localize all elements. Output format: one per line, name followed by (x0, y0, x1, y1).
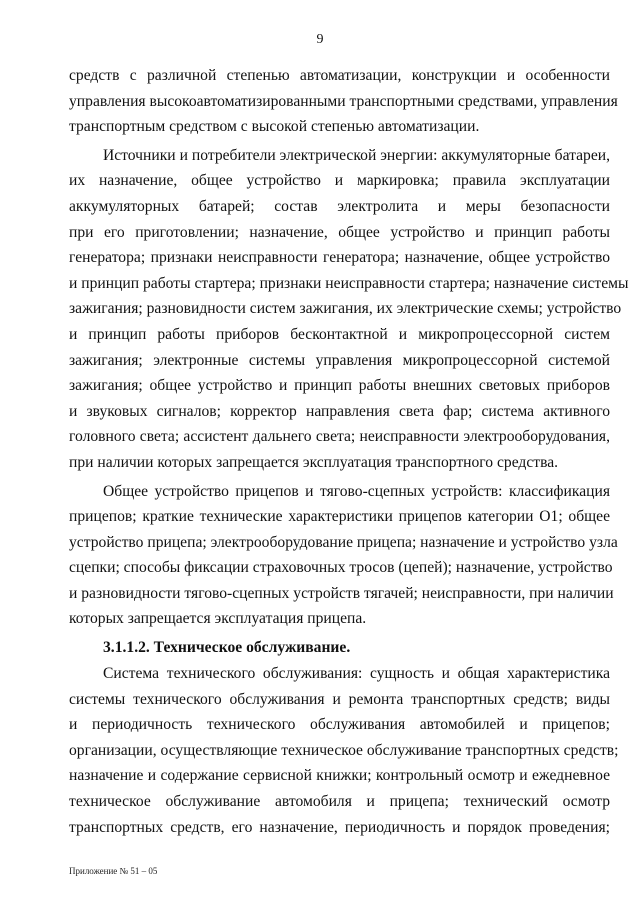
text-line: управления высокоавтоматизированными транспортными средствами, управления (69, 92, 618, 110)
document-body (69, 63, 629, 843)
text-line: назначение и содержание сервисной книжки; контрольный осмотр и ежедневное (69, 767, 610, 785)
final-paragraph (69, 661, 619, 840)
text-line: при его приготовлении; назначение, общее устройство и принцип работы (69, 223, 610, 241)
text-line: Система технического обслуживания: сущность и общая характеристика (103, 665, 610, 683)
text-line: организации, осуществляющие техническое обслуживание транспортных средств; (69, 741, 619, 759)
text-line: при наличии которых запрещается эксплуатация транспортного средства. (69, 453, 559, 471)
text-line: зажигания; разновидности систем зажигания, их электрические схемы; устройство (69, 300, 622, 318)
text-line: транспортным средством с высокой степенью автоматизации. (69, 118, 480, 136)
text-line: которых запрещается эксплуатация прицепа. (69, 610, 367, 628)
text-line: генератора; признаки неисправности генератора; назначение, общее устройство (69, 249, 610, 267)
text-line: сцепки; способы фиксации страховочных тросов (цепей); назначение, устройство (69, 559, 613, 577)
text-line: и звуковых сигналов; корректор направления света фар; система активного (69, 402, 610, 420)
text-line: аккумуляторных батарей; состав электролита и меры безопасности (69, 197, 610, 215)
text-line: и периодичность технического обслуживания автомобилей и прицепов; (69, 716, 610, 734)
text-line: системы технического обслуживания и ремонта транспортных средств; виды (69, 690, 610, 708)
page-number: 9 (316, 32, 324, 47)
text-line: устройство прицепа; электрооборудование прицепа; назначение и устройство узла (69, 533, 618, 551)
text-line: их назначение, общее устройство и маркировка; правила эксплуатации (69, 172, 610, 190)
text-line: зажигания; общее устройство и принцип работы внешних световых приборов (69, 377, 610, 395)
paragraph (69, 143, 629, 476)
text-line: прицепов; краткие технические характеристики прицепов категории О1; общее (69, 508, 610, 526)
paragraph (69, 479, 618, 633)
text-line: техническое обслуживание автомобиля и прицепа; технический осмотр (69, 793, 610, 811)
text-line: Источники и потребители электрической энергии: аккумуляторные батареи, (103, 146, 610, 164)
paragraphs (69, 63, 629, 632)
text-line: Общее устройство прицепов и тягово-сцепных устройств: классификация (103, 482, 610, 500)
text-line: головного света; ассистент дальнего света; неисправности электрооборудования, (69, 428, 610, 446)
text-line: средств с различной степенью автоматизации, конструкции и особенности (69, 67, 610, 84)
text-line: зажигания; электронные системы управления микропроцессорной системой (69, 351, 610, 369)
text-line: и разновидности тягово-сцепных устройств тягачей; неисправности, при наличии (69, 584, 614, 602)
paragraph (69, 63, 618, 140)
text-line: и принцип работы стартера; признаки неисправности стартера; назначение системы (69, 274, 629, 292)
text-line: и принцип работы приборов бесконтактной и микропроцессорной систем (69, 325, 610, 343)
footer-note: Приложение № 51 – 05 (69, 866, 158, 876)
section-heading: 3.1.1.2. Техническое обслуживание. (103, 639, 351, 657)
text-line: транспортных средств, его назначение, периодичность и порядок проведения; (69, 818, 610, 836)
